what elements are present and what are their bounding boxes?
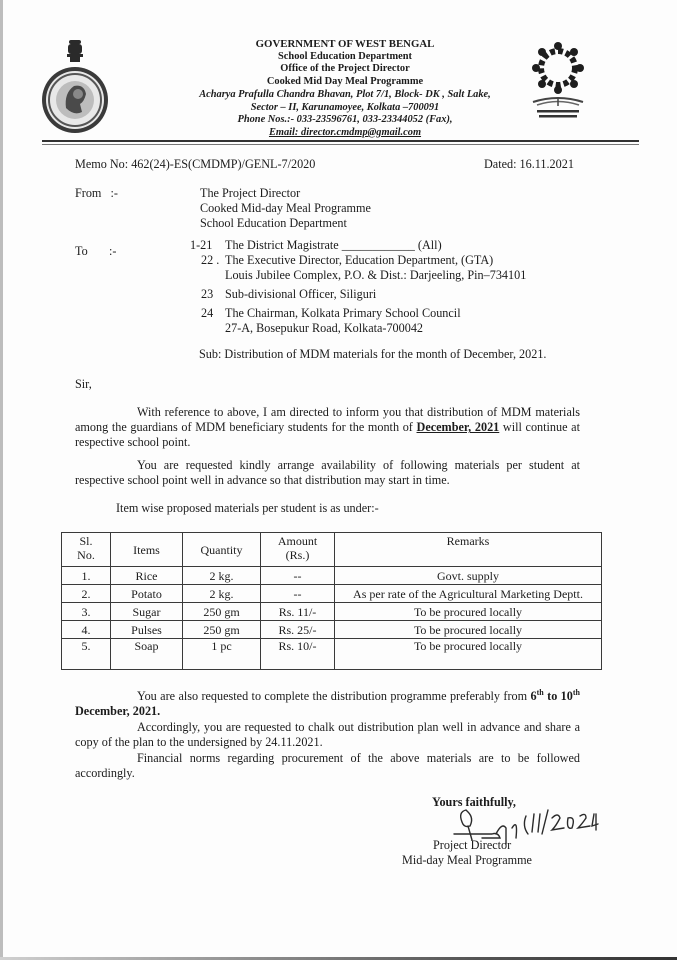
valediction: Yours faithfully, — [432, 795, 516, 809]
header-quantity: Quantity — [183, 533, 261, 567]
recipient-line: The Executive Director, Education Department, (GTA) — [225, 253, 494, 267]
recipient-number: 1-21 — [190, 238, 213, 252]
recipient-line: The District Magistrate ____________ (All) — [225, 238, 442, 252]
table-row — [62, 567, 602, 585]
recipient-number: 23 — [201, 287, 214, 301]
recipient-line: Sub-divisional Officer, Siliguri — [225, 287, 377, 301]
body-paragraph-2: You are requested kindly arrange availability of following materials per student at respective school point well in advance so that distribution may start in time. — [75, 458, 580, 488]
table-header-row — [62, 533, 602, 567]
header-amount: Amount (Rs.) — [261, 533, 335, 567]
header-rule — [42, 140, 639, 142]
cell-sl-no: 4. — [62, 621, 111, 639]
subject-line: Sub: Distribution of MDM materials for the month of December, 2021. — [199, 347, 547, 361]
body-paragraph-6: Financial norms regarding procurement of the above materials are to be followed accordingly. — [75, 751, 580, 781]
cell-remarks: To be procured locally — [335, 621, 602, 639]
cell-item: Sugar — [111, 603, 183, 621]
recipient-line: Louis Jubilee Complex, P.O. & Dist.: Darjeeling, Pin–734101 — [225, 268, 527, 282]
signatory-programme: Mid-day Meal Programme — [402, 853, 532, 867]
header-rule-thin — [42, 144, 639, 145]
cell-item: Soap — [111, 639, 183, 670]
cell-sl-no: 2. — [62, 585, 111, 603]
west-bengal-emblem-icon — [40, 38, 110, 138]
cell-amount: -- — [261, 567, 335, 585]
table-row — [62, 585, 602, 603]
body-paragraph-1: With reference to above, I am directed to inform you that distribution of MDM materials among the guardians of MDM beneficiary students for the month of December, 2021 will continue at respective school point. — [75, 405, 580, 450]
recipient-number: 24 — [201, 306, 214, 320]
office-name: Office of the Project Director — [280, 63, 410, 75]
cell-remarks: To be procured locally — [335, 603, 602, 621]
phone-numbers: Phone Nos.:- 033-23596761, 033-23344052 (Fax), — [237, 114, 453, 126]
to-label: To :- — [75, 244, 117, 258]
table-row — [62, 639, 602, 670]
cell-sl-no: 1. — [62, 567, 111, 585]
memo-date: Dated: 16.11.2021 — [484, 157, 574, 171]
cell-sl-no: 5. — [62, 639, 111, 670]
cell-amount: Rs. 10/- — [261, 639, 335, 670]
cell-quantity: 1 pc — [183, 639, 261, 670]
cell-item: Rice — [111, 567, 183, 585]
materials-table — [61, 532, 602, 670]
letterhead — [150, 38, 540, 140]
mid-day-meal-logo-icon — [527, 40, 589, 122]
body-paragraph-4: You are also requested to complete the distribution programme preferably from 6th to 10th December, 2021. — [75, 687, 580, 719]
header-sl-no: Sl. No. — [62, 533, 111, 567]
recipient-line: 27-A, Bosepukur Road, Kolkata-700042 — [225, 321, 424, 335]
email-address: Email: director.cmdmp@gmail.com — [268, 126, 422, 138]
body-paragraph-5: Accordingly, you are requested to chalk out distribution plan well in advance and share a copy of the plan to the undersigned by 24.11.2021. — [75, 720, 580, 750]
cell-quantity: 250 gm — [183, 603, 261, 621]
cell-sl-no: 3. — [62, 603, 111, 621]
from-line: School Education Department — [200, 216, 347, 230]
programme-name: Cooked Mid Day Meal Programme — [266, 76, 424, 88]
highlighted-month: December, 2021 — [416, 420, 500, 435]
cell-item: Pulses — [111, 621, 183, 639]
department-name: School Education Department — [278, 50, 412, 62]
table-row — [62, 621, 602, 639]
cell-quantity: 2 kg. — [183, 567, 261, 585]
from-line: The Project Director — [200, 186, 301, 200]
cell-quantity: 2 kg. — [183, 585, 261, 603]
recipient-line: The Chairman, Kolkata Primary School Council — [225, 306, 461, 320]
from-line: Cooked Mid-day Meal Programme — [200, 201, 371, 215]
cell-remarks: Govt. supply — [335, 567, 602, 585]
cell-quantity: 250 gm — [183, 621, 261, 639]
page-edge — [0, 0, 3, 960]
salutation: Sir, — [75, 377, 92, 391]
recipient-number: 22 . — [201, 253, 220, 267]
cell-item: Potato — [111, 585, 183, 603]
cell-amount: -- — [261, 585, 335, 603]
table-row — [62, 603, 602, 621]
cell-remarks: To be procured locally — [335, 639, 602, 670]
signatory-designation: Project Director — [433, 838, 512, 852]
memo-number: Memo No: 462(24)-ES(CMDMP)/GENL-7/2020 — [75, 157, 316, 171]
government-name: GOVERNMENT OF WEST BENGAL — [255, 38, 435, 50]
address-line-2: Sector – II, Karunamoyee, Kolkata –700091 — [250, 101, 440, 113]
distribution-month: December, 2021. — [75, 704, 161, 719]
header-items: Items — [111, 533, 183, 567]
cell-amount: Rs. 11/- — [261, 603, 335, 621]
cell-amount: Rs. 25/- — [261, 621, 335, 639]
from-label: From :- — [75, 186, 118, 200]
cell-remarks: As per rate of the Agricultural Marketing Deptt. — [335, 585, 602, 603]
table-intro: Item wise proposed materials per student is as under:- — [116, 501, 379, 515]
header-remarks: Remarks — [335, 533, 602, 567]
start-day: 6th to 10th — [530, 687, 580, 703]
address-line-1: Acharya Prafulla Chandra Bhavan, Plot 7/1, Block- DK , Salt Lake, — [199, 88, 491, 100]
